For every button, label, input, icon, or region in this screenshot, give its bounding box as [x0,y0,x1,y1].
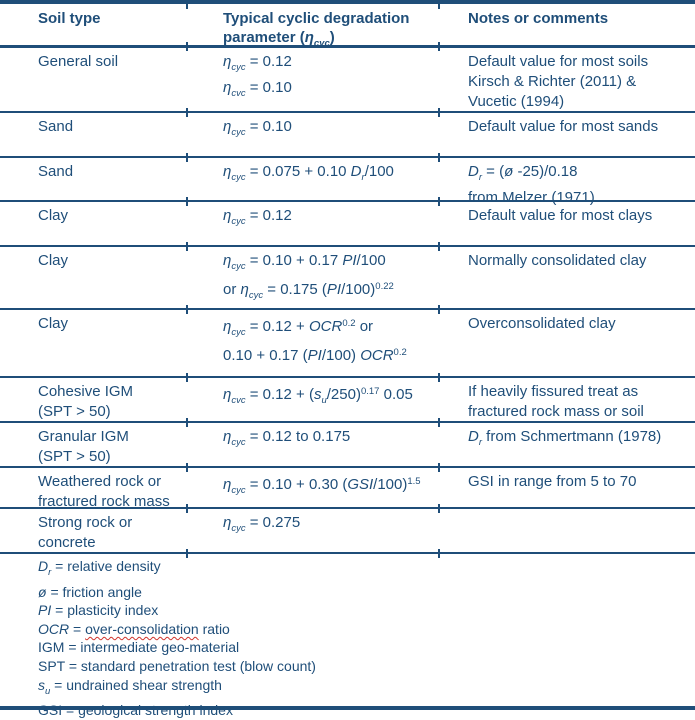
soil-type-text: Strong rock or concrete [38,514,133,551]
notes-text: Overconsolidated clay [468,315,616,332]
soil-type-cell [0,509,188,553]
parameter-text: $\eta_{cyc} = 0.12$ [223,207,292,227]
soil-type-text: Clay [38,207,69,224]
soil-type-text: General soil [38,53,119,70]
notes-text: Default value for most soils Kirsch & Richter (2011) & Vucetic (1994) [468,53,649,110]
notes-text: Default value for most clays [468,207,653,224]
notes-cell [440,247,695,308]
parameter-cell [188,468,440,512]
soil-type-cell [0,247,188,308]
parameter-text: $\eta_{cyc} = 0.10 + 0.17$ PI/100 or $\eta_{cyc} = 0.175$ $(PI/100)^{0.22}$ [223,252,394,301]
header-notes-text: Notes or comments [468,10,609,27]
parameter-cell [188,113,440,156]
notes-cell [440,468,695,512]
table-row [0,310,695,378]
parameter-text: $\eta_{cyc} = 0.10 + 0.30$ $(GSI/100)^{1.5}$ [223,476,421,496]
parameter-cell [188,158,440,208]
soil-type-text: Cohesive IGM (SPT > 50) [38,383,134,420]
header-soil-type-cell [0,4,188,53]
soil-type-cell [0,48,188,112]
parameter-cell [188,423,440,467]
soil-type-cell [0,158,188,208]
parameter-text: $\eta_{cyc} = 0.12$ $\eta_{cvc} = 0.10$ [223,53,292,99]
table-row [0,48,695,113]
legend-cell [0,554,695,720]
parameter-text: $\eta_{cyc} = 0.12 + OCR^{0.2}$ or 0.10 + 0.17 (PI/100) $OCR^{0.2}$ [223,318,407,364]
parameter-text: $\eta_{cyc} = 0.10$ [223,118,292,138]
parameter-text: $\eta_{cvc} = 0.12 + (s_u/250)^{0.17}$ 0.05 [223,386,413,406]
soil-type-cell [0,423,188,467]
notes-cell [440,113,695,156]
soil-type-cell [0,113,188,156]
table-row [0,468,695,509]
parameter-cell [188,48,440,112]
header-parameter-text: Typical cyclic degradation parameter $(\eta_{cyc})$ [223,10,410,49]
parameter-cell [188,247,440,308]
notes-cell [440,48,695,112]
soil-type-cell [0,310,188,376]
soil-type-text: Clay [38,252,69,269]
notes-text: $D_r$ from Schmertmann (1978) [468,428,662,448]
table-row [0,202,695,247]
table-row [0,509,695,554]
parameter-cell [188,202,440,245]
header-notes-cell [440,4,695,53]
soil-type-text: Clay [38,315,69,332]
table-row [0,423,695,468]
legend-text: $D_r$ = relative density ø = friction angle PI = plasticity index OCR = over-consolidation ratio IGM = intermediate geo-material SPT = standard penetration test (blow count) $s_u$ = undrained shear strength GSI = geological strength index [38,558,316,719]
table-row [0,113,695,158]
notes-text: Default value for most sands [468,118,659,135]
header-parameter-cell [188,4,440,53]
table-row [0,247,695,310]
notes-text: Normally consolidated clay [468,252,647,269]
notes-cell [440,378,695,422]
notes-text: GSI in range from 5 to 70 [468,473,637,490]
notes-text: If heavily fissured treat as fractured rock mass or soil [468,383,644,420]
notes-cell [440,423,695,467]
parameter-text: $\eta_{cyc} = 0.12$ to 0.175 [223,428,351,448]
soil-type-cell [0,468,188,512]
soil-type-text: Sand [38,118,74,135]
parameter-cell [188,310,440,376]
notes-cell [440,310,695,376]
parameter-cell [188,378,440,422]
table-row [0,378,695,423]
parameter-text: $\eta_{cyc} = 0.275$ [223,514,301,534]
notes-cell [440,158,695,208]
header-soil-type-text: Soil type [38,10,101,27]
parameter-cell [188,509,440,553]
table-header-row [0,4,695,48]
legend-row [0,554,695,719]
soil-type-text: Sand [38,163,74,180]
table-row [0,158,695,206]
soil-type-text: Granular IGM (SPT > 50) [38,428,129,465]
soil-type-cell [0,202,188,245]
notes-cell [440,509,695,553]
soil-type-cell [0,378,188,422]
notes-cell [440,202,695,245]
notes-text: $D_r$ = (ø -25)/0.18 from Melzer (1971) [468,163,595,206]
parameter-text: $\eta_{cyc} = 0.075 + 0.10$ $D_r/100$ [223,163,394,183]
soil-type-text: Weathered rock or fractured rock mass [38,473,170,510]
